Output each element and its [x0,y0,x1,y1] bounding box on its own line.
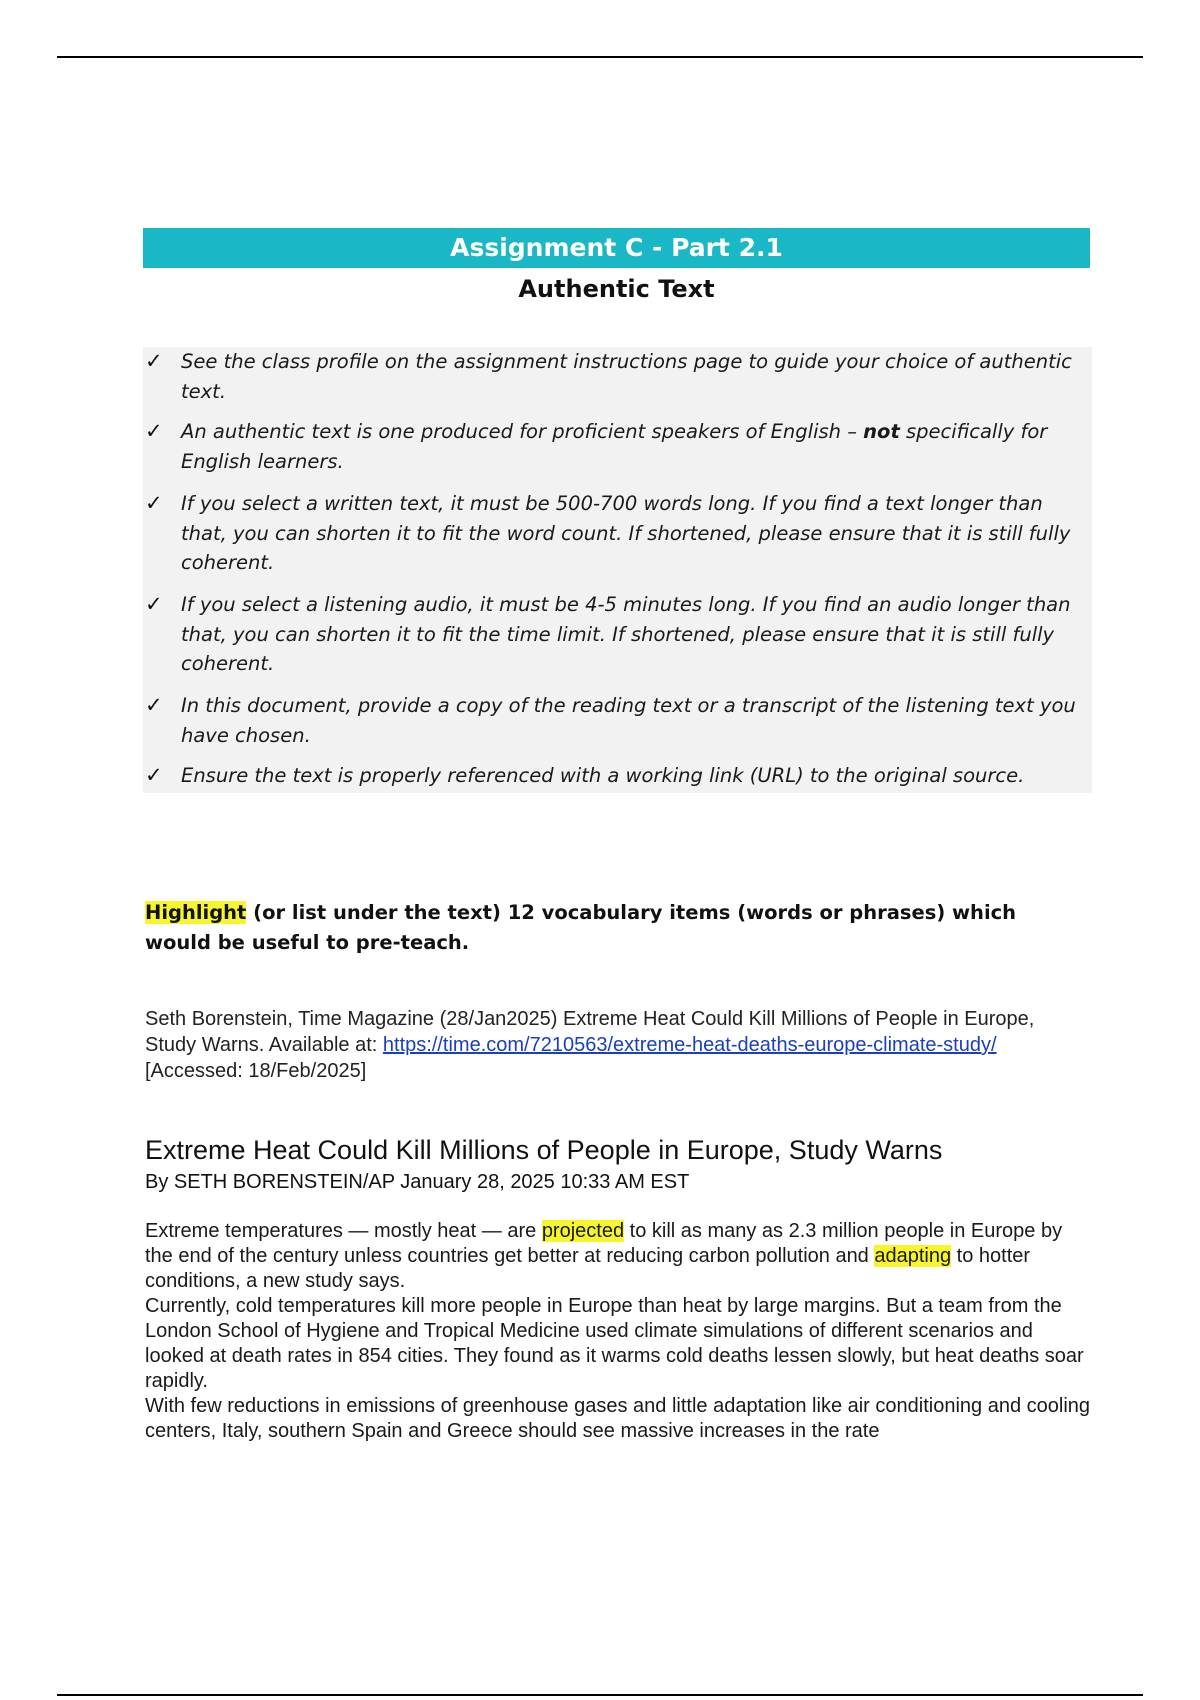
article-byline: By SETH BORENSTEIN/AP January 28, 2025 10:33 AM EST [145,1171,690,1193]
article-paragraph: Currently, cold temperatures kill more people in Europe than heat by large margins. But a team from the London School of Hygiene and Tropical Medicine used climate simulations of different scenarios and looked at death rates in 854 cities. They found as it warms cold deaths lessen slowly, but heat deaths soar rapidly. [145,1295,1084,1392]
instruction-text: An authentic text is one produced for proficient speakers of English – not specifically for English learners. [181,420,1048,473]
article-paragraph: With few reductions in emissions of greenhouse gases and little adaptation like air conditioning and cooling centers, Italy, southern Spain and Greece should see massive increases in the rate [145,1395,1091,1442]
article-body [145,1219,1095,1444]
vocab-highlight: adapting [874,1245,952,1267]
article-paragraph: Extreme temperatures — mostly heat — are projected to kill as many as 2.3 million people in Europe by the end of the century unless countries get better at reducing carbon pollution and adapting to hotter conditions, a new study says. [145,1220,1063,1292]
check-icon: ✓ [145,693,163,717]
vocab-instruction: Highlight (or list under the text) 12 vocabulary items (words or phrases) which would be useful to pre-teach. [145,901,1017,954]
source-link[interactable]: https://time.com/7210563/extreme-heat-deaths-europe-climate-study/ [382,1034,997,1056]
instruction-text: If you select a written text, it must be 500-700 words long. If you find a text longer than that, you can shorten it to fit the word count. If shortened, please ensure that it is still fully coherent. [181,492,1071,574]
check-icon: ✓ [145,349,163,373]
instruction-text: If you select a listening audio, it must be 4-5 minutes long. If you find an audio longer than that, you can shorten it to fit the time limit. If shortened, please ensure that it is still fully coherent. [181,593,1071,675]
article-title: Extreme Heat Could Kill Millions of People in Europe, Study Warns [145,1135,943,1165]
top-rule [57,56,1143,58]
highlight-label: Highlight [145,901,247,924]
assignment-banner [143,228,1090,268]
banner-title: Assignment C - Part 2.1 [450,233,783,262]
instruction-text: See the class profile on the assignment instructions page to guide your choice of authentic text. [181,350,1072,403]
emphasis-not: not [863,420,900,443]
source-reference: Seth Borenstein, Time Magazine (28/Jan2025) Extreme Heat Could Kill Millions of People in Europe, Study Warns. Available at: https://time.com/7210563/extreme-heat-deaths-europe-climate-study/ [Accessed: 18/Feb/2025] [145,1008,1035,1082]
check-icon: ✓ [145,763,163,787]
check-icon: ✓ [145,419,163,443]
check-icon: ✓ [145,491,163,515]
instructions-box [143,347,1092,793]
vocab-highlight: projected [541,1220,625,1242]
instruction-text: In this document, provide a copy of the reading text or a transcript of the listening text you have chosen. [181,694,1076,747]
bottom-rule [57,1694,1143,1696]
page-subtitle: Authentic Text [518,275,715,303]
check-icon: ✓ [145,592,163,616]
instruction-text: Ensure the text is properly referenced with a working link (URL) to the original source. [181,764,1025,787]
